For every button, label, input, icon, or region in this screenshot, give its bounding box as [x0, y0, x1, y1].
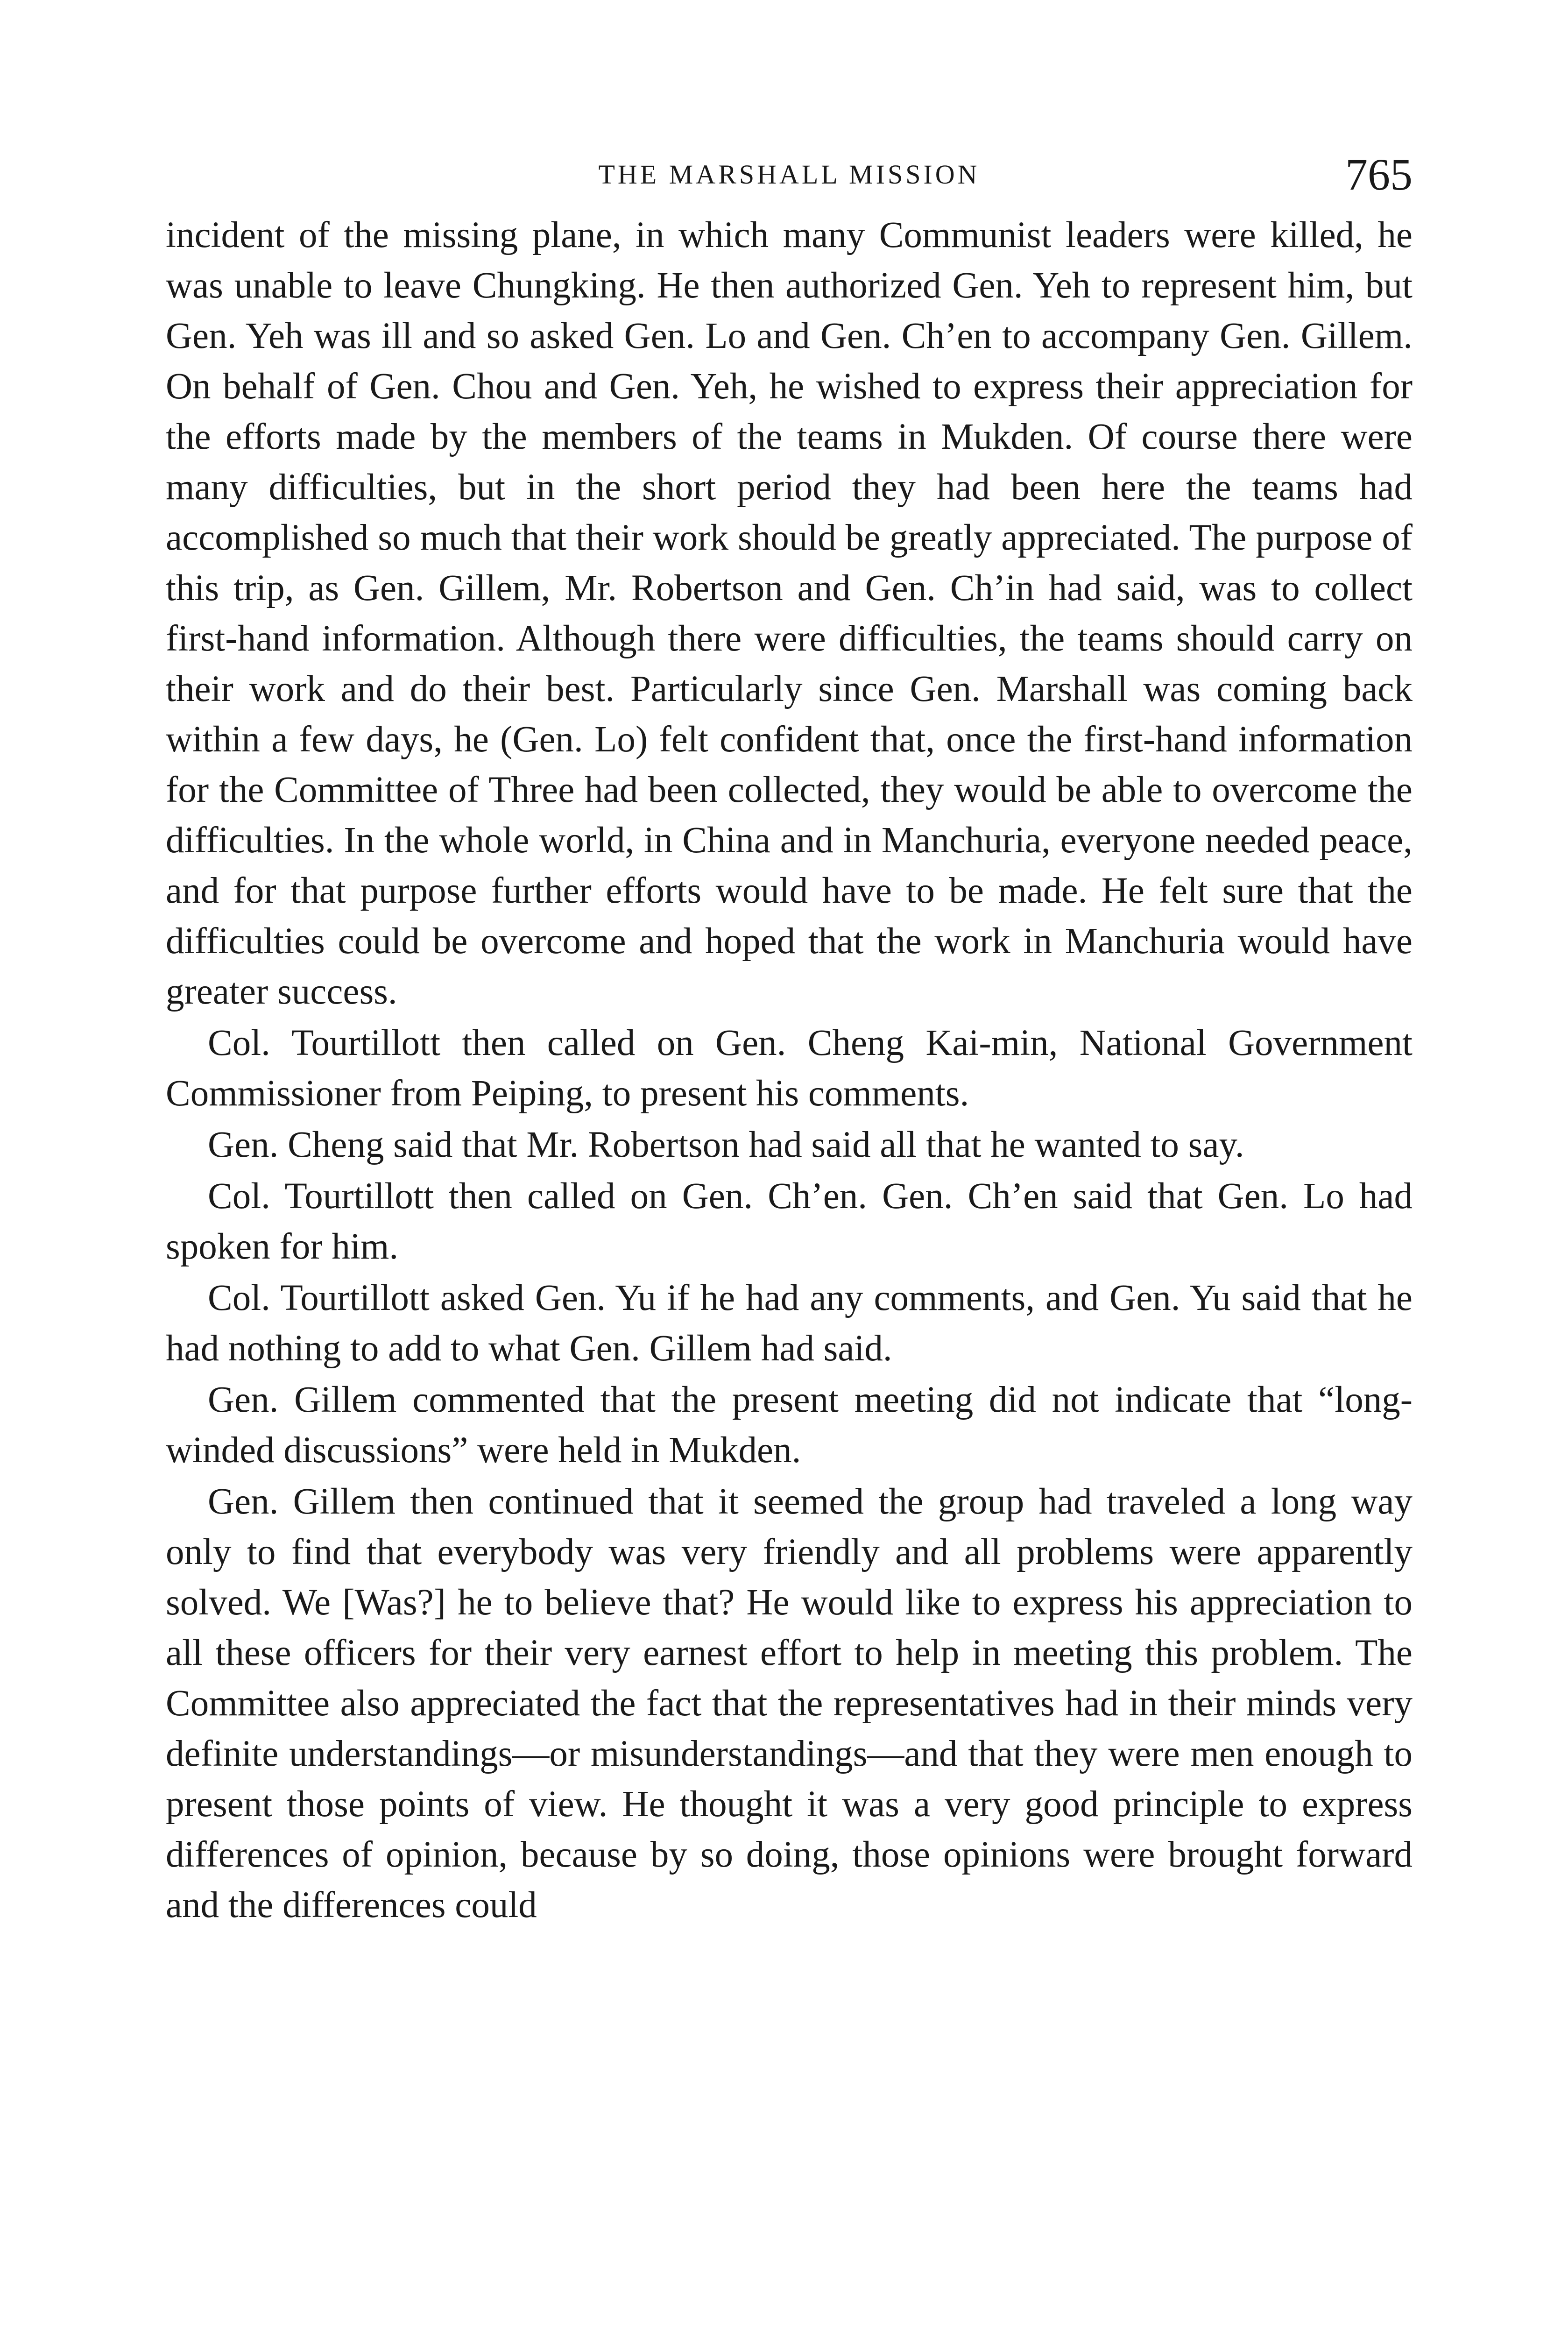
document-page — [166, 140, 1413, 1931]
page-number: 765 — [1345, 149, 1413, 199]
paragraph: Gen. Gillem commented that the present meeting did not indicate that “long-winded discussions” were held in Mukden. — [166, 1380, 1413, 1471]
paragraph: Col. Tourtillott asked Gen. Yu if he had any comments, and Gen. Yu said that he had nothing to add to what Gen. Gillem had said. — [166, 1278, 1413, 1369]
paragraph: Col. Tourtillott then called on Gen. Cheng Kai-min, National Government Commissioner from Peiping, to present his comments. — [166, 1023, 1413, 1114]
paragraph: Col. Tourtillott then called on Gen. Ch’en. Gen. Ch’en said that Gen. Lo had spoken for him. — [166, 1176, 1413, 1267]
paragraph: Gen. Gillem then continued that it seemed the group had traveled a long way only to find that everybody was very friendly and all problems were apparently solved. We [Was?] he to believe that? He would like to express his appreciation to all these officers for their very earnest effort to help in meeting this problem. The Committee also appreciated the fact that the representatives had in their minds very definite understandings—or misunderstandings—and that they were men enough to present those points of view. He thought it was a very good principle to express differences of opinion, because by so doing, those opinions were brought forward and the differences could — [166, 1481, 1413, 1925]
body-text — [166, 210, 1413, 1931]
running-title: THE MARSHALL MISSION — [598, 159, 980, 190]
paragraph: Gen. Cheng said that Mr. Robertson had said all that he wanted to say. — [208, 1125, 1244, 1165]
running-head — [166, 140, 1413, 210]
paragraph-continuation: incident of the missing plane, in which many Communist leaders were killed, he was unable to leave Chungking. He then authorized Gen. Yeh to represent him, but Gen. Yeh was ill and so asked Gen. Lo and Gen. Ch’en to accompany Gen. Gillem. On behalf of Gen. Chou and Gen. Yeh, he wished to express their appreciation for the efforts made by the members of the teams in Mukden. Of course there were many difficulties, but in the short period they had been here the teams had accomplished so much that their work should be greatly appreciated. The purpose of this trip, as Gen. Gillem, Mr. Robertson and Gen. Ch’in had said, was to collect first-hand information. Although there were difficulties, the teams should carry on their work and do their best. Particularly since Gen. Marshall was coming back within a few days, he (Gen. Lo) felt confident that, once the first-hand information for the Committee of Three had been collected, they would be able to overcome the difficulties. In the whole world, in China and in Manchuria, everyone needed peace, and for that purpose further efforts would have to be made. He felt sure that the difficulties could be overcome and hoped that the work in Manchuria would have greater success. — [166, 215, 1413, 1012]
